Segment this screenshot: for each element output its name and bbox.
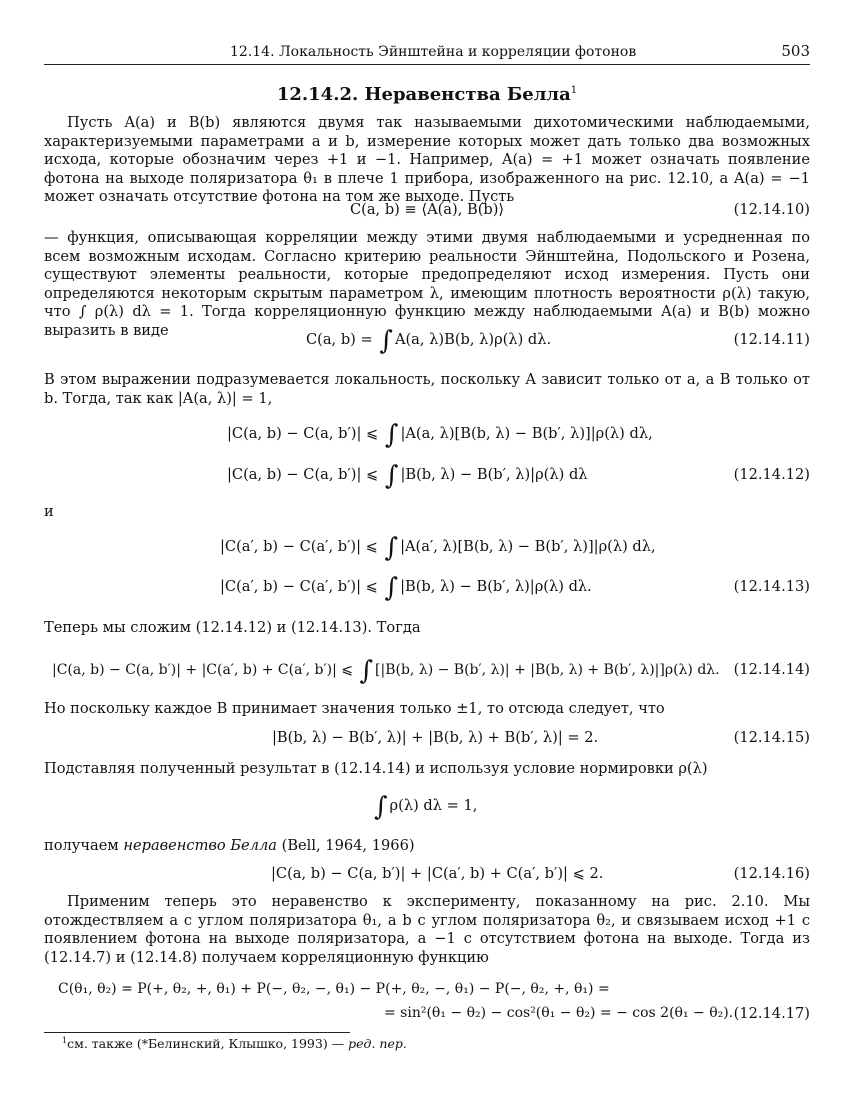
- paragraph-4: и: [44, 503, 54, 520]
- equation-lhs: |C(a, b) − C(a, b′)| ⩽: [227, 425, 383, 442]
- equation-body: [227, 420, 653, 450]
- equation-rhs: [|B(b, λ) − B(b′, λ)| + |B(b, λ) + B(b′, λ)|]ρ(λ) dλ.: [375, 662, 720, 678]
- page-number: 503: [781, 42, 810, 60]
- equation-lhs: |C(a′, b) − C(a′, b′)| ⩽: [220, 578, 383, 595]
- text-run: получаем: [44, 837, 124, 854]
- equation-number: (12.14.10): [733, 201, 810, 218]
- footnote: [62, 1036, 407, 1051]
- page: [44, 0, 810, 1100]
- equation-12-14-17b: [44, 1005, 810, 1031]
- equation-normalization: [44, 792, 810, 823]
- integral-sign: ∫: [359, 656, 374, 686]
- paragraph-9: Применим теперь это неравенство к эксперименту, показанному на рис. 2.10. Мы отождествляем a с углом поляризатора θ₁, а b с углом поляризатора θ₂, и связываем исход +1 с появлением фотона на выходе поляризатора, а −1 с отсутствием фотона на выходе. Тогда из (12.14.7) и (12.14.8) получаем корреляционную функцию: [44, 893, 810, 966]
- equation-12-14-10: [44, 201, 810, 227]
- equation-rhs: |A(a, λ)[B(b, λ) − B(b′, λ)]|ρ(λ) dλ,: [400, 425, 653, 442]
- equation-number: (12.14.13): [733, 578, 810, 595]
- footnote-mark: 1: [62, 1036, 68, 1045]
- emphasis-bell-inequality: неравенство Белла: [123, 837, 277, 854]
- equation-rhs: |A(a′, λ)[B(b, λ) − B(b′, λ)]|ρ(λ) dλ,: [400, 538, 656, 555]
- integral-sign: ∫: [384, 533, 399, 563]
- equation-12-14-13b: [44, 573, 810, 604]
- equation-rhs: ρ(λ) dλ = 1,: [389, 797, 478, 814]
- equation-number: (12.14.17): [733, 1005, 810, 1022]
- paragraph-8: [44, 837, 810, 854]
- paragraph-3: В этом выражении подразумевается локальность, поскольку A зависит только от a, а B только от b. Тогда, так как |A(a, λ)| = 1,: [44, 371, 810, 407]
- equation-body: [306, 326, 552, 356]
- paragraph-2: — функция, описывающая корреляции между этими двумя наблюдаемыми и усредненная по всем возможным исходам. Согласно критерию реальности Эйнштейна, Подольского и Розена, существуют элементы реальности, которые предопределяют исход измерения. Пусть они определяются некоторым скрытым параметром λ, имеющим плотность вероятности ρ(λ) такую, что ∫ ρ(λ) dλ = 1. Тогда корреляционную функцию между наблюдаемыми A(a) и B(b) можно выразить в виде: [44, 229, 810, 339]
- equation-number: (12.14.14): [733, 661, 810, 678]
- equation-12-14-16: [44, 865, 810, 891]
- integral-sign: ∫: [384, 573, 399, 603]
- equation-number: (12.14.15): [733, 729, 810, 746]
- paragraph-6: Но поскольку каждое B принимает значения только ±1, то отсюда следует, что: [44, 700, 665, 717]
- equation-body: C(θ₁, θ₂) = P(+, θ₂, +, θ₁) + P(−, θ₂, −, θ₁) − P(+, θ₂, −, θ₁) − P(−, θ₂, +, θ₁) =: [58, 981, 610, 997]
- paragraph-7: Подставляя полученный результат в (12.14.14) и используя условие нормировки ρ(λ): [44, 760, 708, 777]
- equation-body: [372, 792, 478, 822]
- equation-number: (12.14.16): [733, 865, 810, 882]
- equation-body: [220, 573, 592, 603]
- integral-sign: ∫: [384, 420, 399, 450]
- equation-12-14-12b: [44, 461, 810, 492]
- footnote-italic: ред. пер.: [348, 1036, 407, 1052]
- equation-lhs: |C(a, b) − C(a, b′)| + |C(a′, b) + C(a′, b′)| ⩽: [52, 662, 358, 678]
- equation-12-14-11: [44, 326, 810, 357]
- equation-rhs: |B(b, λ) − B(b′, λ)|ρ(λ) dλ: [400, 466, 588, 483]
- equation-number: (12.14.12): [733, 466, 810, 483]
- running-head: [44, 42, 810, 64]
- equation-body: [220, 533, 656, 563]
- equation-12-14-15: [44, 729, 810, 755]
- equation-body: = sin²(θ₁ − θ₂) − cos²(θ₁ − θ₂) = − cos 2(θ₁ − θ₂).: [384, 1005, 734, 1021]
- equation-body: [52, 656, 720, 686]
- equation-rhs: |B(b, λ) − B(b′, λ)|ρ(λ) dλ.: [400, 578, 592, 595]
- equation-rhs: A(a, λ)B(b, λ)ρ(λ) dλ.: [394, 331, 552, 348]
- footnote-reference: 1: [570, 85, 578, 96]
- footnote-text: см. также (*Белинский, Клышко, 1993) —: [67, 1036, 349, 1052]
- section-title: [44, 84, 810, 105]
- section-title-text: 12.14.2. Неравенства Белла: [276, 84, 571, 105]
- equation-12-14-12a: [44, 420, 810, 451]
- equation-body: [227, 461, 588, 491]
- footnote-rule: [44, 1032, 350, 1033]
- equation-number: (12.14.11): [733, 331, 810, 348]
- equation-body: |C(a, b) − C(a, b′)| + |C(a′, b) + C(a′, b′)| ⩽ 2.: [271, 865, 604, 882]
- text-run: (Bell, 1964, 1966): [276, 837, 415, 854]
- paragraph-5: Теперь мы сложим (12.14.12) и (12.14.13). Тогда: [44, 619, 421, 636]
- equation-lhs: |C(a, b) − C(a, b′)| ⩽: [227, 466, 383, 483]
- equation-body: |B(b, λ) − B(b′, λ)| + |B(b, λ) + B(b′, λ)| = 2.: [272, 729, 599, 746]
- integral-sign: ∫: [379, 326, 393, 356]
- equation-12-14-13a: [44, 533, 810, 564]
- paragraph-1: Пусть A(a) и B(b) являются двумя так называемыми дихотомическими наблюдаемыми, характеризуемыми параметрами a и b, измерение которых может дать только два возможных исхода, которые обозначим через +1 и −1. Например, A(a) = +1 может означать появление фотона на выходе поляризатора θ₁ в плече 1 прибора, изображенного на рис. 12.10, а A(a) = −1 может означать отсутствие фотона на том же выходе. Пусть: [44, 114, 810, 206]
- integral-sign: ∫: [384, 461, 399, 491]
- equation-lhs: |C(a′, b) − C(a′, b′)| ⩽: [220, 538, 383, 555]
- equation-body: C(a, b) ≡ ⟨A(a), B(b)⟩: [350, 201, 505, 218]
- running-head-title: 12.14. Локальность Эйнштейна и корреляции фотонов: [230, 44, 637, 60]
- header-rule: [44, 64, 810, 65]
- equation-12-14-17a: [44, 981, 810, 1007]
- integral-sign: ∫: [374, 792, 388, 822]
- equation-12-14-14: [44, 656, 810, 687]
- equation-lhs: C(a, b) =: [306, 331, 378, 348]
